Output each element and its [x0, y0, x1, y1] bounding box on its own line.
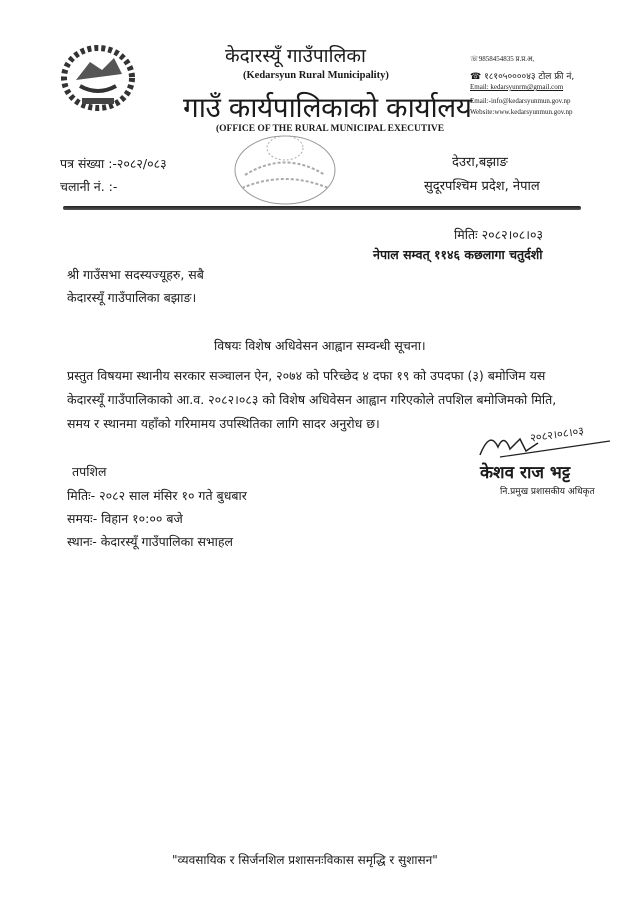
recipient-line-1: श्री गाउँसभा सदस्यज्यूहरु, सबै: [67, 267, 204, 282]
signature-date: २०८२।०८।०३: [529, 424, 585, 445]
letter-date: मितिः २०८२।०८।०३: [454, 227, 544, 242]
nepal-sambat-date: नेपाल सम्वत् ११४६ कछलागा चतुर्दशी: [373, 247, 543, 262]
schedule-heading: तपशिल: [72, 464, 107, 479]
body-line-1: प्रस्तुत विषयमा स्थानीय सरकार सञ्चालन ऐन, २०७४ को परिच्छेद ४ दफा १९ को उपदफा (३) बमोजिम यस: [67, 368, 546, 383]
footer-slogan: "व्यवसायिक र सिर्जनशिल प्रशासनःविकास समृद्धि र सुशासन": [172, 853, 438, 867]
recipient-line-2: केदारस्यूँ गाउँपालिका बझाङ।: [67, 290, 197, 305]
office-name-en: (OFFICE OF THE RURAL MUNICIPAL EXECUTIVE: [216, 124, 445, 134]
municipality-name-en: (Kedarsyun Rural Municipality): [243, 70, 389, 81]
schedule-time: समयः- विहान १०:०० बजे: [67, 511, 183, 526]
contact-email-info[interactable]: Email:-info@kedarsyunmun.gov.np: [470, 97, 571, 105]
address-line-2: सुदूरपश्चिम प्रदेश, नेपाल: [424, 179, 540, 194]
schedule-place: स्थानः- केदारस्यूँ गाउँपालिका सभाहल: [67, 534, 234, 549]
contact-phone: ☏9858454835 प्र.प्र.अ,: [470, 55, 535, 63]
subject-line: विषयः विशेष अधिवेसन आह्वान सम्वन्धी सूचना।: [214, 338, 426, 353]
signatory-title: नि.प्रमुख प्रशासकीय अधिकृत: [500, 487, 595, 497]
municipality-name-np: केदारस्यूँ गाउँपालिका: [225, 45, 366, 67]
address-line-1: देउरा,बझाङ: [452, 155, 508, 170]
contact-email-gmail[interactable]: Email: kedarsyunrm@gmail.com: [470, 83, 564, 91]
body-line-2: केदारस्यूँ गाउँपालिकाको आ.व. २०८२।०८३ को विशेष अधिवेसन आह्वान गरिएकोले तपशिल बमोजिमको मिति,: [67, 392, 557, 407]
dispatch-number: चलानी नं. :-: [60, 179, 118, 194]
contact-tollfree: ☎ १८१०५००००४३ टोल फ्री नं,: [470, 72, 575, 82]
contact-website[interactable]: Website:www.kedarsyunmun.gov.np: [470, 108, 573, 116]
letter-number: पत्र संख्या :-२०८२/०८३: [60, 156, 167, 171]
office-seal-stamp: [230, 130, 340, 205]
office-name-np: गाउँ कार्यपालिकाको कार्यालय: [183, 91, 472, 124]
body-line-3: समय र स्थानमा यहाँको गरिमामय उपस्थितिका लागि सादर अनुरोध छ।: [67, 416, 380, 431]
header-divider: [63, 206, 581, 210]
schedule-date: मितिः- २०८२ साल मंसिर १० गते बुधबार: [67, 488, 247, 503]
signatory-name: केशव राज भट्ट: [480, 463, 571, 483]
municipality-logo-emblem: [58, 40, 138, 112]
